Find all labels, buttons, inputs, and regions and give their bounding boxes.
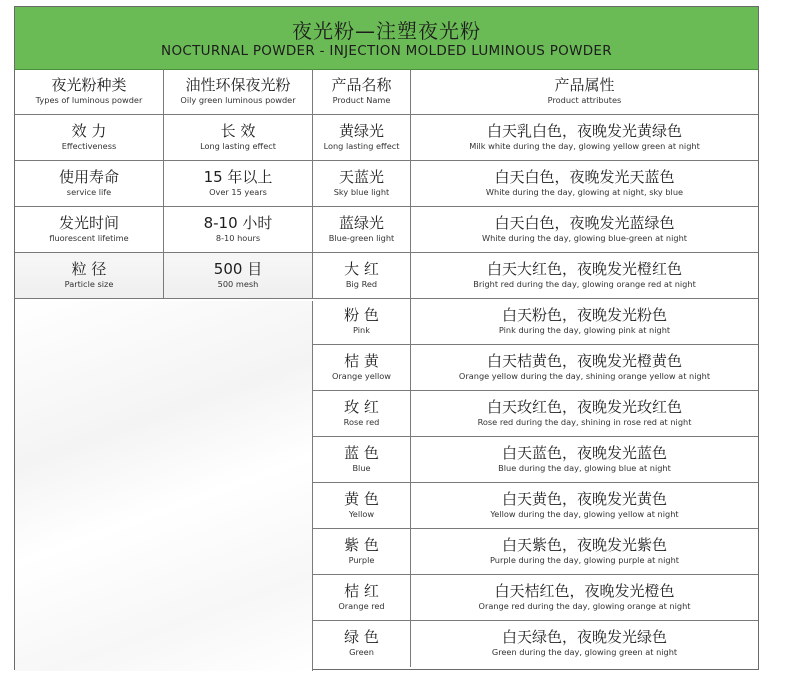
product-attribute-zh: 白天大红色，夜晚发光橙红色 xyxy=(486,260,682,278)
product-attribute-zh: 白天玫红色，夜晚发光玫红色 xyxy=(486,398,682,416)
product-name-zh: 粉 色 xyxy=(344,306,379,324)
product-attribute-en: Yellow during the day, glowing yellow at night xyxy=(490,509,679,519)
spec-value-en: 500 mesh xyxy=(217,279,259,289)
product-name-en: Big Red xyxy=(345,279,378,289)
spec-label-en: Particle size xyxy=(64,279,114,289)
column-header-en: Product Name xyxy=(332,95,391,105)
spec-label-zh: 使用寿命 xyxy=(58,168,119,186)
product-name-en: Sky blue light xyxy=(333,187,390,197)
table-row xyxy=(15,529,758,575)
column-header-en: Oily green luminous powder xyxy=(180,95,296,105)
spec-label-en: service life xyxy=(66,187,112,197)
spec-value-zh: 长 效 xyxy=(220,122,256,140)
product-name-zh: 玫 红 xyxy=(344,398,379,416)
spec-value xyxy=(164,207,313,253)
spec-label xyxy=(15,207,164,253)
product-name xyxy=(313,161,411,207)
spec-label-zh: 发光时间 xyxy=(58,214,119,232)
table-row xyxy=(15,345,758,391)
spec-label-zh: 粒 径 xyxy=(71,260,107,278)
product-attribute-zh: 白天绿色，夜晚发光绿色 xyxy=(501,628,667,646)
spec-value xyxy=(164,253,313,299)
product-attribute-en: Green during the day, glowing green at night xyxy=(491,647,678,657)
product-attribute-en: White during the day, glowing blue-green at night xyxy=(482,233,687,243)
product-attribute-en: Rose red during the day, shining in rose red at night xyxy=(477,417,692,427)
table-row xyxy=(15,391,758,437)
luminous-powder-table xyxy=(14,6,759,670)
product-name-en: Orange yellow xyxy=(332,371,391,381)
product-attribute-en: Orange red during the day, glowing orange at night xyxy=(478,601,691,611)
product-attribute-zh: 白天黄色，夜晚发光黄色 xyxy=(501,490,667,508)
column-header-row xyxy=(15,69,758,115)
product-attribute xyxy=(411,207,758,253)
product-attribute-zh: 白天桔红色，夜晚发光橙色 xyxy=(494,582,675,600)
product-name-en: Yellow xyxy=(348,509,375,519)
table-row xyxy=(15,621,758,667)
product-name-en: Blue-green light xyxy=(328,233,395,243)
spec-value-zh: 15 年以上 xyxy=(203,168,273,186)
product-attribute-zh: 白天乳白色，夜晚发光黄绿色 xyxy=(486,122,682,140)
product-name xyxy=(313,207,411,253)
product-name-en: Purple xyxy=(348,555,375,565)
product-attribute xyxy=(411,345,758,391)
table-row xyxy=(15,299,758,345)
column-header-zh: 油性环保夜光粉 xyxy=(185,76,291,94)
spec-value xyxy=(164,115,313,161)
product-name xyxy=(313,299,411,345)
product-name-en: Rose red xyxy=(343,417,380,427)
product-attribute-en: Milk white during the day, glowing yellow green at night xyxy=(469,141,700,151)
product-name-en: Orange red xyxy=(338,601,385,611)
spec-label xyxy=(15,253,164,299)
product-name-zh: 桔 黄 xyxy=(344,352,379,370)
column-header-oily xyxy=(164,69,313,115)
table-row xyxy=(15,483,758,529)
product-attribute-en: White during the day, glowing at night, sky blue xyxy=(485,187,684,197)
product-attribute-zh: 白天白色，夜晚发光天蓝色 xyxy=(494,168,675,186)
product-attribute-en: Pink during the day, glowing pink at night xyxy=(498,325,671,335)
product-attribute-zh: 白天紫色，夜晚发光紫色 xyxy=(501,536,667,554)
spec-value-zh: 500 目 xyxy=(213,260,263,278)
product-name-en: Long lasting effect xyxy=(323,141,400,151)
spec-label-en: fluorescent lifetime xyxy=(49,233,129,243)
title-english: NOCTURNAL POWDER - INJECTION MOLDED LUMINOUS POWDER xyxy=(161,43,612,59)
product-attribute xyxy=(411,161,758,207)
product-attribute-zh: 白天桔黄色，夜晚发光橙黄色 xyxy=(486,352,682,370)
spec-label xyxy=(15,115,164,161)
column-header-zh: 夜光粉种类 xyxy=(51,76,127,94)
product-name-zh: 桔 红 xyxy=(344,582,379,600)
spec-label xyxy=(15,161,164,207)
product-name xyxy=(313,391,411,437)
column-header-en: Types of luminous powder xyxy=(35,95,143,105)
product-name-zh: 绿 色 xyxy=(344,628,379,646)
spec-label-en: Effectiveness xyxy=(61,141,117,151)
product-name-zh: 黄绿光 xyxy=(338,122,384,140)
product-attribute xyxy=(411,575,758,621)
product-name-en: Green xyxy=(349,647,374,657)
product-name xyxy=(313,437,411,483)
table-row xyxy=(15,207,758,253)
column-header-product-name xyxy=(313,69,411,115)
column-header-zh: 产品属性 xyxy=(554,76,615,94)
product-name-zh: 大 红 xyxy=(344,260,379,278)
product-attribute-en: Purple during the day, glowing purple at night xyxy=(490,555,679,565)
product-name xyxy=(313,115,411,161)
product-attribute xyxy=(411,529,758,575)
product-name xyxy=(313,529,411,575)
spec-value-en: Long lasting effect xyxy=(200,141,276,151)
product-attribute-zh: 白天白色，夜晚发光蓝绿色 xyxy=(494,214,675,232)
product-name-en: Blue xyxy=(352,463,371,473)
product-attribute xyxy=(411,437,758,483)
column-header-attributes xyxy=(411,69,758,115)
product-attribute-zh: 白天粉色，夜晚发光粉色 xyxy=(501,306,667,324)
table-row xyxy=(15,115,758,161)
product-name-zh: 蓝 色 xyxy=(344,444,379,462)
table-row xyxy=(15,253,758,299)
title-chinese: 夜光粉—注塑夜光粉 xyxy=(292,19,481,43)
spec-label-zh: 效 力 xyxy=(71,122,107,140)
table-row xyxy=(15,437,758,483)
product-name-en: Pink xyxy=(353,325,370,335)
spec-value-zh: 8-10 小时 xyxy=(203,214,273,232)
product-attribute-zh: 白天蓝色，夜晚发光蓝色 xyxy=(501,444,667,462)
product-attribute-en: Orange yellow during the day, shining orange yellow at night xyxy=(458,371,711,381)
product-attribute xyxy=(411,253,758,299)
product-name xyxy=(313,483,411,529)
product-attribute xyxy=(411,621,758,667)
column-header-en: Product attributes xyxy=(547,95,622,105)
spec-value-en: 8-10 hours xyxy=(215,233,261,243)
table-header-banner xyxy=(15,7,758,70)
column-header-type xyxy=(15,69,164,115)
product-attribute-en: Bright red during the day, glowing orange red at night xyxy=(473,279,696,289)
column-header-zh: 产品名称 xyxy=(331,76,392,94)
product-name-zh: 紫 色 xyxy=(344,536,379,554)
product-name xyxy=(313,253,411,299)
product-name-zh: 天蓝光 xyxy=(338,168,384,186)
product-attribute xyxy=(411,299,758,345)
product-attribute xyxy=(411,115,758,161)
product-attribute xyxy=(411,483,758,529)
table-row xyxy=(15,161,758,207)
product-attribute xyxy=(411,391,758,437)
product-name-zh: 黄 色 xyxy=(344,490,379,508)
product-name xyxy=(313,345,411,391)
table-row xyxy=(15,575,758,621)
spec-value xyxy=(164,161,313,207)
product-name xyxy=(313,575,411,621)
product-name xyxy=(313,621,411,667)
spec-value-en: Over 15 years xyxy=(209,187,267,197)
product-name-zh: 蓝绿光 xyxy=(338,214,384,232)
product-attribute-en: Blue during the day, glowing blue at night xyxy=(498,463,671,473)
